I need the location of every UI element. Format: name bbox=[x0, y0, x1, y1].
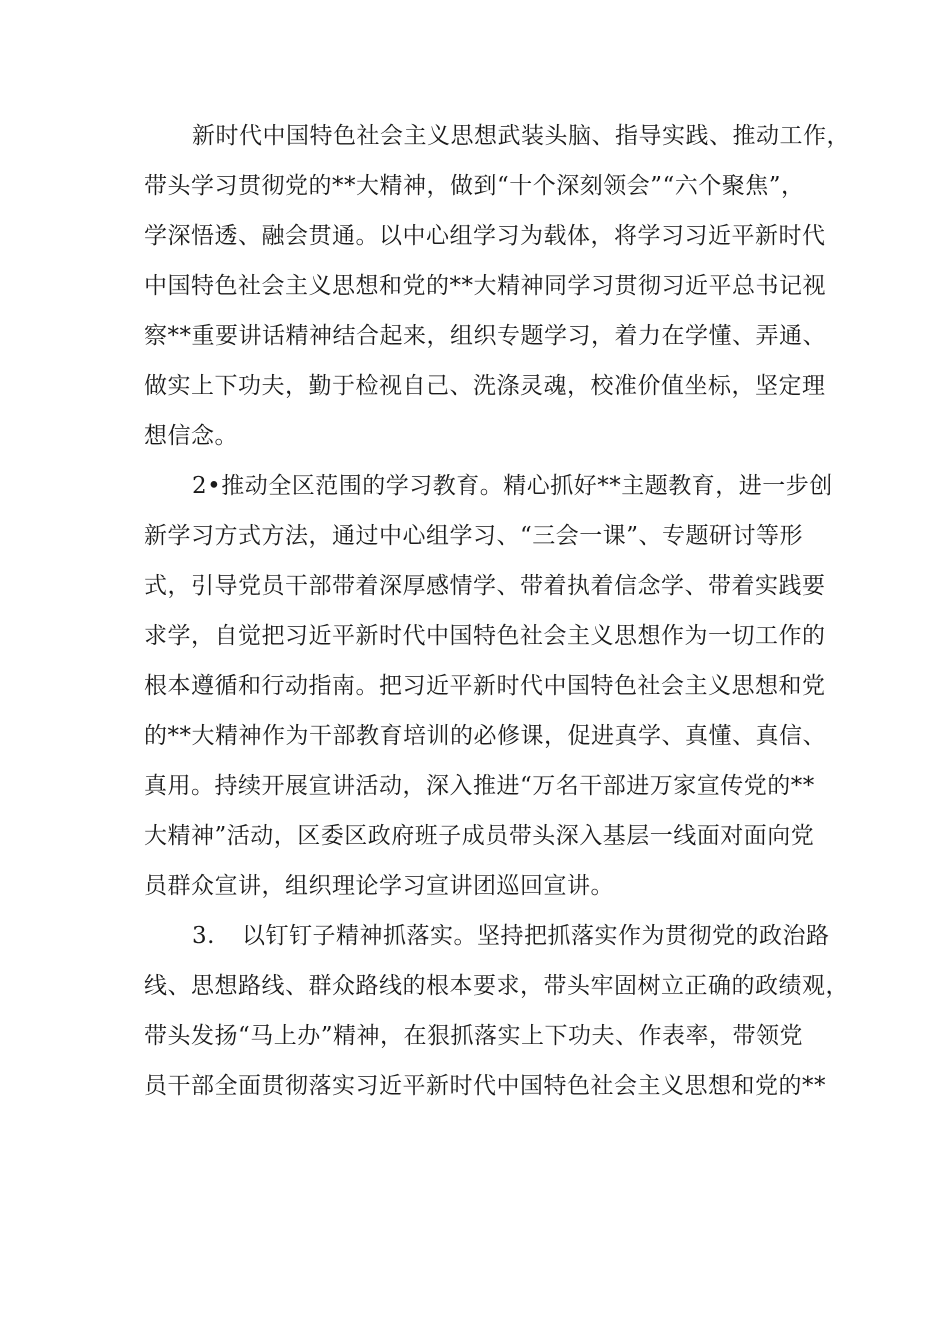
paragraph-line: 学深悟透、融会贯通。以中心组学习为载体，将学习习近平新时代 bbox=[144, 223, 826, 249]
paragraph-line: 想信念。 bbox=[144, 423, 238, 449]
paragraph-line: 大精神”活动，区委区政府班子成员带头深入基层一线面对面向党 bbox=[144, 823, 815, 849]
paragraph-line: 中国特色社会主义思想和党的**大精神同学习贯彻习近平总书记视 bbox=[144, 273, 826, 299]
item-number: 3. bbox=[192, 923, 215, 949]
paragraph-line: 真用。持续开展宣讲活动，深入推进“万名干部进万家宣传党的** bbox=[144, 773, 815, 799]
paragraph-line: 的**大精神作为干部教育培训的必修课，促进真学、真懂、真信、 bbox=[144, 723, 826, 749]
item-text: 以钉钉子精神抓落实。坚持把抓落实作为贯彻党的政治路 bbox=[242, 923, 830, 949]
paragraph-line: 2•推动全区范围的学习教育。精心抓好**主题教育，进一步创 bbox=[192, 473, 833, 499]
paragraph-line: 察**重要讲话精神结合起来，组织专题学习，着力在学懂、弄通、 bbox=[144, 323, 826, 349]
paragraph-line: 员干部全面贯彻落实习近平新时代中国特色社会主义思想和党的** bbox=[144, 1073, 826, 1099]
paragraph-line: 根本遵循和行动指南。把习近平新时代中国特色社会主义思想和党 bbox=[144, 673, 826, 699]
paragraph-line: 员群众宣讲，组织理论学习宣讲团巡回宣讲。 bbox=[144, 873, 614, 899]
paragraph-line: 带头发扬“马上办”精神，在狠抓落实上下功夫、作表率，带领党 bbox=[144, 1023, 804, 1049]
paragraph-line: 带头学习贯彻党的**大精神，做到“十个深刻领会”“六个聚焦”， bbox=[144, 173, 805, 199]
paragraph-line: 做实上下功夫，勤于检视自己、洗涤灵魂，校准价值坐标，坚定理 bbox=[144, 373, 826, 399]
paragraph-line: 线、思想路线、群众路线的根本要求，带头牢固树立正确的政绩观， bbox=[144, 973, 849, 999]
paragraph-line: 新学习方式方法，通过中心组学习、“三会一课”、专题研讨等形 bbox=[144, 523, 804, 549]
paragraph-line: 求学，自觉把习近平新时代中国特色社会主义思想作为一切工作的 bbox=[144, 623, 826, 649]
paragraph-line: 新时代中国特色社会主义思想武装头脑、指导实践、推动工作， bbox=[192, 123, 850, 149]
paragraph-line bbox=[192, 921, 872, 951]
paragraph-line: 式，引导党员干部带着深厚感情学、带着执着信念学、带着实践要 bbox=[144, 573, 826, 599]
